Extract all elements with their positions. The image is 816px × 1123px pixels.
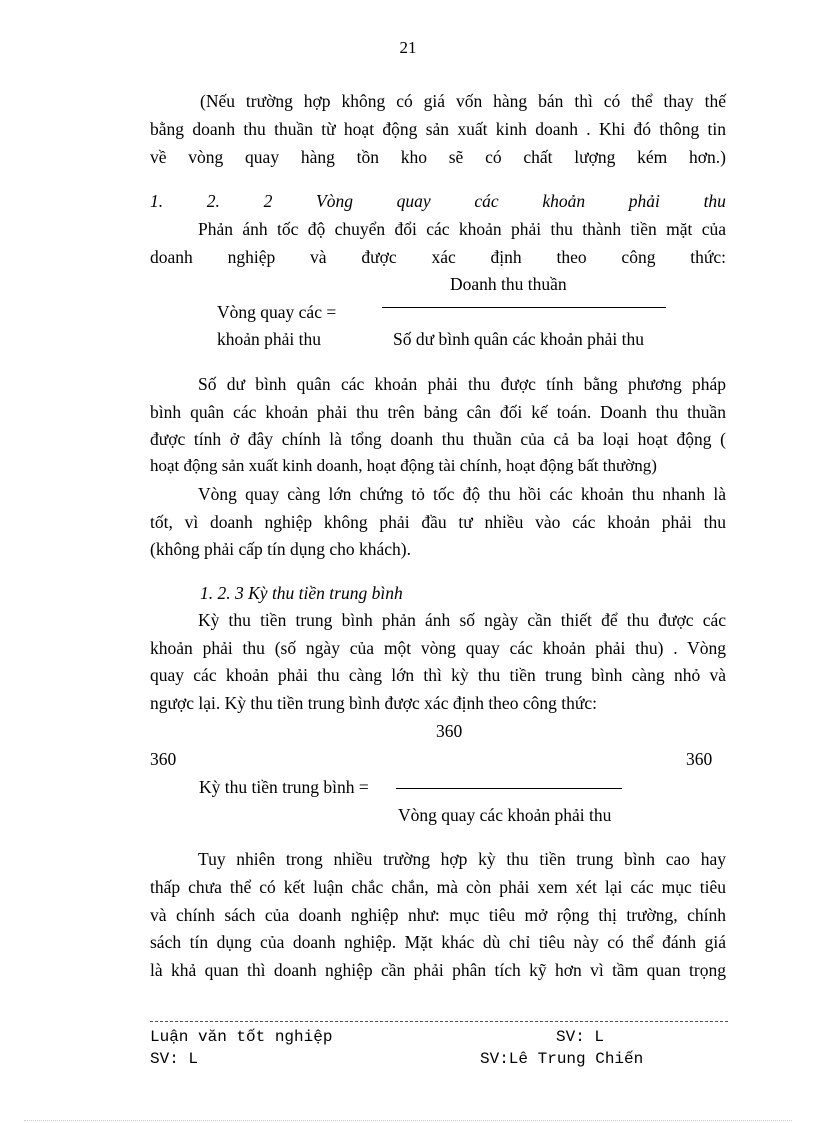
- formula-denominator: Số dư bình quân các khoản phải thu: [393, 329, 645, 349]
- paragraph-line: Kỳ thu tiền trung bình phản ánh số ngày cần thiết để thu được các: [198, 610, 726, 630]
- paragraph-line: (không phải cấp tín dụng cho khách).: [150, 539, 411, 559]
- formula-lhs: Vòng quay các =: [217, 302, 337, 322]
- paragraph-line: Vòng quay càng lớn chứng tỏ tốc độ thu hồi các khoản thu nhanh là: [198, 484, 726, 504]
- footer-student-label: SV: L: [150, 1050, 199, 1068]
- paragraph-line: Phản ánh tốc độ chuyển đổi các khoản phải thu thành tiền mặt của: [198, 219, 726, 239]
- paragraph-line: Số dư bình quân các khoản phải thu được tính bằng phương pháp: [198, 374, 726, 394]
- formula-lhs: Kỳ thu tiền trung bình =: [199, 777, 369, 797]
- formula-numerator: Doanh thu thuần: [450, 274, 567, 294]
- paragraph-line: được tính ở đây chính là tổng doanh thu thuần của cả ba loại hoạt động (: [150, 429, 726, 449]
- footer-thesis-label: Luận văn tốt nghiệp: [150, 1028, 333, 1046]
- paragraph-line: thấp chưa thể có kết luận chắc chắn, mà còn phải xem xét lại các mục tiêu: [150, 877, 726, 897]
- paragraph-line: về vòng quay hàng tồn kho sẽ có chất lượng kém hơn.): [150, 147, 726, 167]
- footer-student-name: SV:Lê Trung Chiến: [480, 1050, 644, 1068]
- formula-stray-value: 360: [150, 749, 177, 769]
- paragraph-line: hoạt động sản xuất kinh doanh, hoạt động tài chính, hoạt động bất thường): [150, 456, 657, 475]
- heading-word: Vòng: [316, 191, 353, 211]
- heading-word: 2: [263, 191, 273, 211]
- footer-divider: [150, 1021, 728, 1022]
- heading-word: quay: [396, 191, 431, 211]
- heading-word: phải: [628, 191, 660, 211]
- paragraph-line: tốt, vì doanh nghiệp không phải đầu tư nhiều vào các khoản phải thu: [150, 512, 726, 532]
- paragraph-line: khoản phải thu (số ngày của một vòng quay các khoản phải thu) . Vòng: [150, 638, 726, 658]
- paragraph-line: bình quân các khoản phải thu trên bảng cân đối kế toán. Doanh thu thuần: [150, 402, 726, 422]
- heading-word: thu: [703, 191, 726, 211]
- paragraph-line: và chính sách của doanh nghiệp như: mục tiêu mở rộng thị trường, chính: [150, 905, 726, 925]
- paragraph-line: sách tín dụng của doanh nghiệp. Mặt khác dù chỉ tiêu này có thể đánh giá: [150, 932, 726, 952]
- paragraph-line: quay các khoản phải thu càng lớn thì kỳ thu tiền trung bình càng nhỏ và: [150, 665, 726, 685]
- heading-word: các: [474, 191, 499, 211]
- page-number: 21: [399, 38, 417, 57]
- formula-lhs: khoản phải thu: [217, 329, 322, 349]
- paragraph-line: doanh nghiệp và được xác định theo công thức:: [150, 247, 726, 267]
- formula-numerator: 360: [436, 721, 463, 741]
- footer-student-label: SV: L: [556, 1028, 605, 1046]
- heading-word: khoản: [542, 191, 586, 211]
- fraction-bar: [396, 788, 622, 789]
- heading-word: 2.: [206, 191, 220, 211]
- paragraph-line: bằng doanh thu thuần từ hoạt động sản xuất kinh doanh . Khi đó thông tin: [150, 119, 726, 139]
- fraction-bar: [382, 307, 666, 308]
- paragraph-line: (Nếu trường hợp không có giá vốn hàng bán thì có thể thay thế: [200, 91, 726, 111]
- page-edge: [24, 1120, 792, 1121]
- section-heading-1-2-3: 1. 2. 3 Kỳ thu tiền trung bình: [200, 583, 403, 603]
- section-heading-1-2-2: [150, 187, 726, 215]
- formula-stray-value: 360: [686, 749, 713, 769]
- paragraph-line: ngược lại. Kỳ thu tiền trung bình được xác định theo công thức:: [150, 693, 597, 713]
- paragraph-line: là khả quan thì doanh nghiệp cần phải phân tích kỹ hơn vì tầm quan trọng: [150, 960, 726, 980]
- heading-word: 1.: [150, 191, 164, 211]
- paragraph-line: Tuy nhiên trong nhiều trường hợp kỳ thu tiền trung bình cao hay: [198, 849, 726, 869]
- formula-denominator: Vòng quay các khoản phải thu: [398, 805, 612, 825]
